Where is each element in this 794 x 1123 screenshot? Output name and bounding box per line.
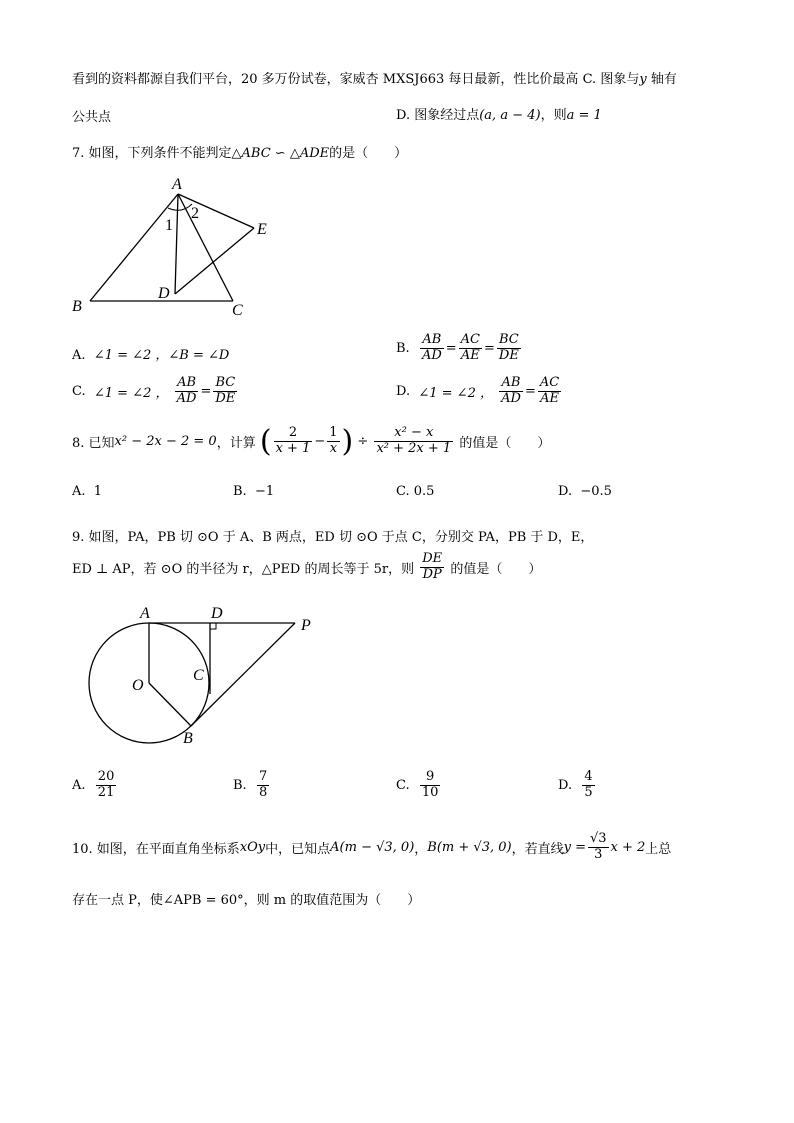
frac-2-over-x1: $\frac{2}{x + 1}$: [275, 425, 311, 456]
q7-option-c[interactable]: C. ∠1 = ∠2 ， $\frac{AB}{AD}$ = $\frac{BC}{DE}$: [72, 375, 236, 406]
q9-option-c[interactable]: C. $\frac{9}{10}$: [396, 769, 439, 800]
label-angle-2: 2: [191, 205, 199, 222]
q8-option-b[interactable]: B. −1: [233, 484, 275, 499]
label-D: D: [211, 605, 223, 622]
q7-option-a[interactable]: A. ∠1 = ∠2 ，∠B = ∠D: [72, 348, 230, 363]
label-A: A: [140, 605, 150, 622]
seg-AE: [178, 194, 254, 228]
frac-de-dp: $\frac{DE}{DP}$: [422, 551, 443, 582]
q8-option-c[interactable]: C. 0.5: [396, 484, 435, 499]
seg-OB: [149, 683, 191, 726]
label-angle-1: 1: [165, 217, 173, 234]
q7-figure: [64, 170, 294, 320]
label-O: O: [132, 677, 144, 694]
q7-option-d[interactable]: D. ∠1 = ∠2 ， $\frac{AB}{AD}$ = $\frac{AC}{AE}$: [396, 375, 560, 406]
seg-BP: [191, 623, 295, 726]
q9-stem-line1: 9. 如图，PA，PB 切 ⊙O 于 A、B 两点，ED 切 ⊙O 于点 C，分别交 PA，PB 于 D，E，: [72, 530, 594, 545]
frac-bc-de: $\frac{BC}{DE}$: [215, 375, 236, 406]
prev-question-line: 看到的资料都源自我们平台，20 多万份试卷，家威杏 MXSJ663 每日最新，性比价最高 C. 图象与y 轴有: [72, 72, 677, 87]
label-P: P: [301, 617, 311, 634]
label-B: B: [183, 730, 193, 747]
frac-quadratic: $\frac{\text{x² − x}}{\text{x² + 2x + 1}}$: [376, 425, 452, 456]
label-B: B: [72, 298, 82, 315]
q10-stem-line2: 存在一点 P，使∠APB = 60°，则 m 的取值范围为（ ）: [72, 893, 421, 908]
q9-option-a[interactable]: A. $\frac{20}{21}$: [72, 769, 115, 800]
q10-stem-line1: 10. 如图，在平面直角坐标系xOy中，已知点A(m − √3, 0)，B(m + √3, 0)，若直线y = $\frac{√3}{3}$ x + 2上总: [72, 831, 672, 862]
q9-option-d[interactable]: D. $\frac{4}{5}$: [558, 769, 593, 800]
frac-bc-de: $\frac{BC}{DE}$: [498, 332, 519, 363]
prev-question-line2: 公共点: [72, 110, 112, 125]
label-A: A: [172, 176, 182, 193]
q9-stem-line2: ED ⊥ AP，若 ⊙O 的半径为 r，△PED 的周长等于 5r，则 $\frac{DE}{DP}$ 的值是（ ）: [72, 551, 542, 582]
frac-ab-ad: $\frac{AB}{AD}$: [421, 332, 442, 363]
frac-1-over-x: $\frac{1}{x}$: [329, 425, 338, 456]
frac-ab-ad: $\frac{AB}{AD}$: [501, 375, 521, 406]
q7-stem: 7. 如图，下列条件不能判定△ABC ∽ △ADE的是（ ）: [72, 146, 408, 161]
label-C: C: [232, 302, 243, 319]
q8-option-a[interactable]: A. 1: [72, 484, 103, 499]
seg-AD: [175, 194, 178, 294]
frac-sqrt3-over-3: $\frac{√3}{3}$: [589, 831, 607, 862]
q8-option-d[interactable]: D. −0.5: [558, 484, 612, 499]
q9-figure: [80, 598, 330, 748]
label-D: D: [158, 285, 170, 302]
right-angle-mark: [210, 623, 216, 629]
frac-ac-ae: $\frac{AC}{AE}$: [460, 332, 481, 363]
label-C: C: [193, 667, 204, 684]
prev-option-d: D. 图象经过点(a, a − 4)，则a = 1: [396, 108, 602, 123]
q8-stem: 8. 已知x² − 2x − 2 = 0，计算 ( $\frac{2}{x + 1}$ − $\frac{1}{x}$ ) ÷ $\frac{\text{x² − x}}{\text{x² + 2x + 1}}$ 的值是（ ）: [72, 424, 551, 459]
q7-option-b[interactable]: B. $\frac{AB}{AD}$ = $\frac{AC}{AE}$ = $\frac{BC}{DE}$: [396, 332, 519, 363]
seg-DE: [175, 228, 254, 294]
angle-arc: [168, 204, 192, 210]
label-E: E: [257, 221, 267, 238]
q9-option-b[interactable]: B. $\frac{7}{8}$: [233, 769, 268, 800]
frac-ab-ad: $\frac{AB}{AD}$: [176, 375, 197, 406]
frac-ac-ae: $\frac{AC}{AE}$: [539, 375, 560, 406]
